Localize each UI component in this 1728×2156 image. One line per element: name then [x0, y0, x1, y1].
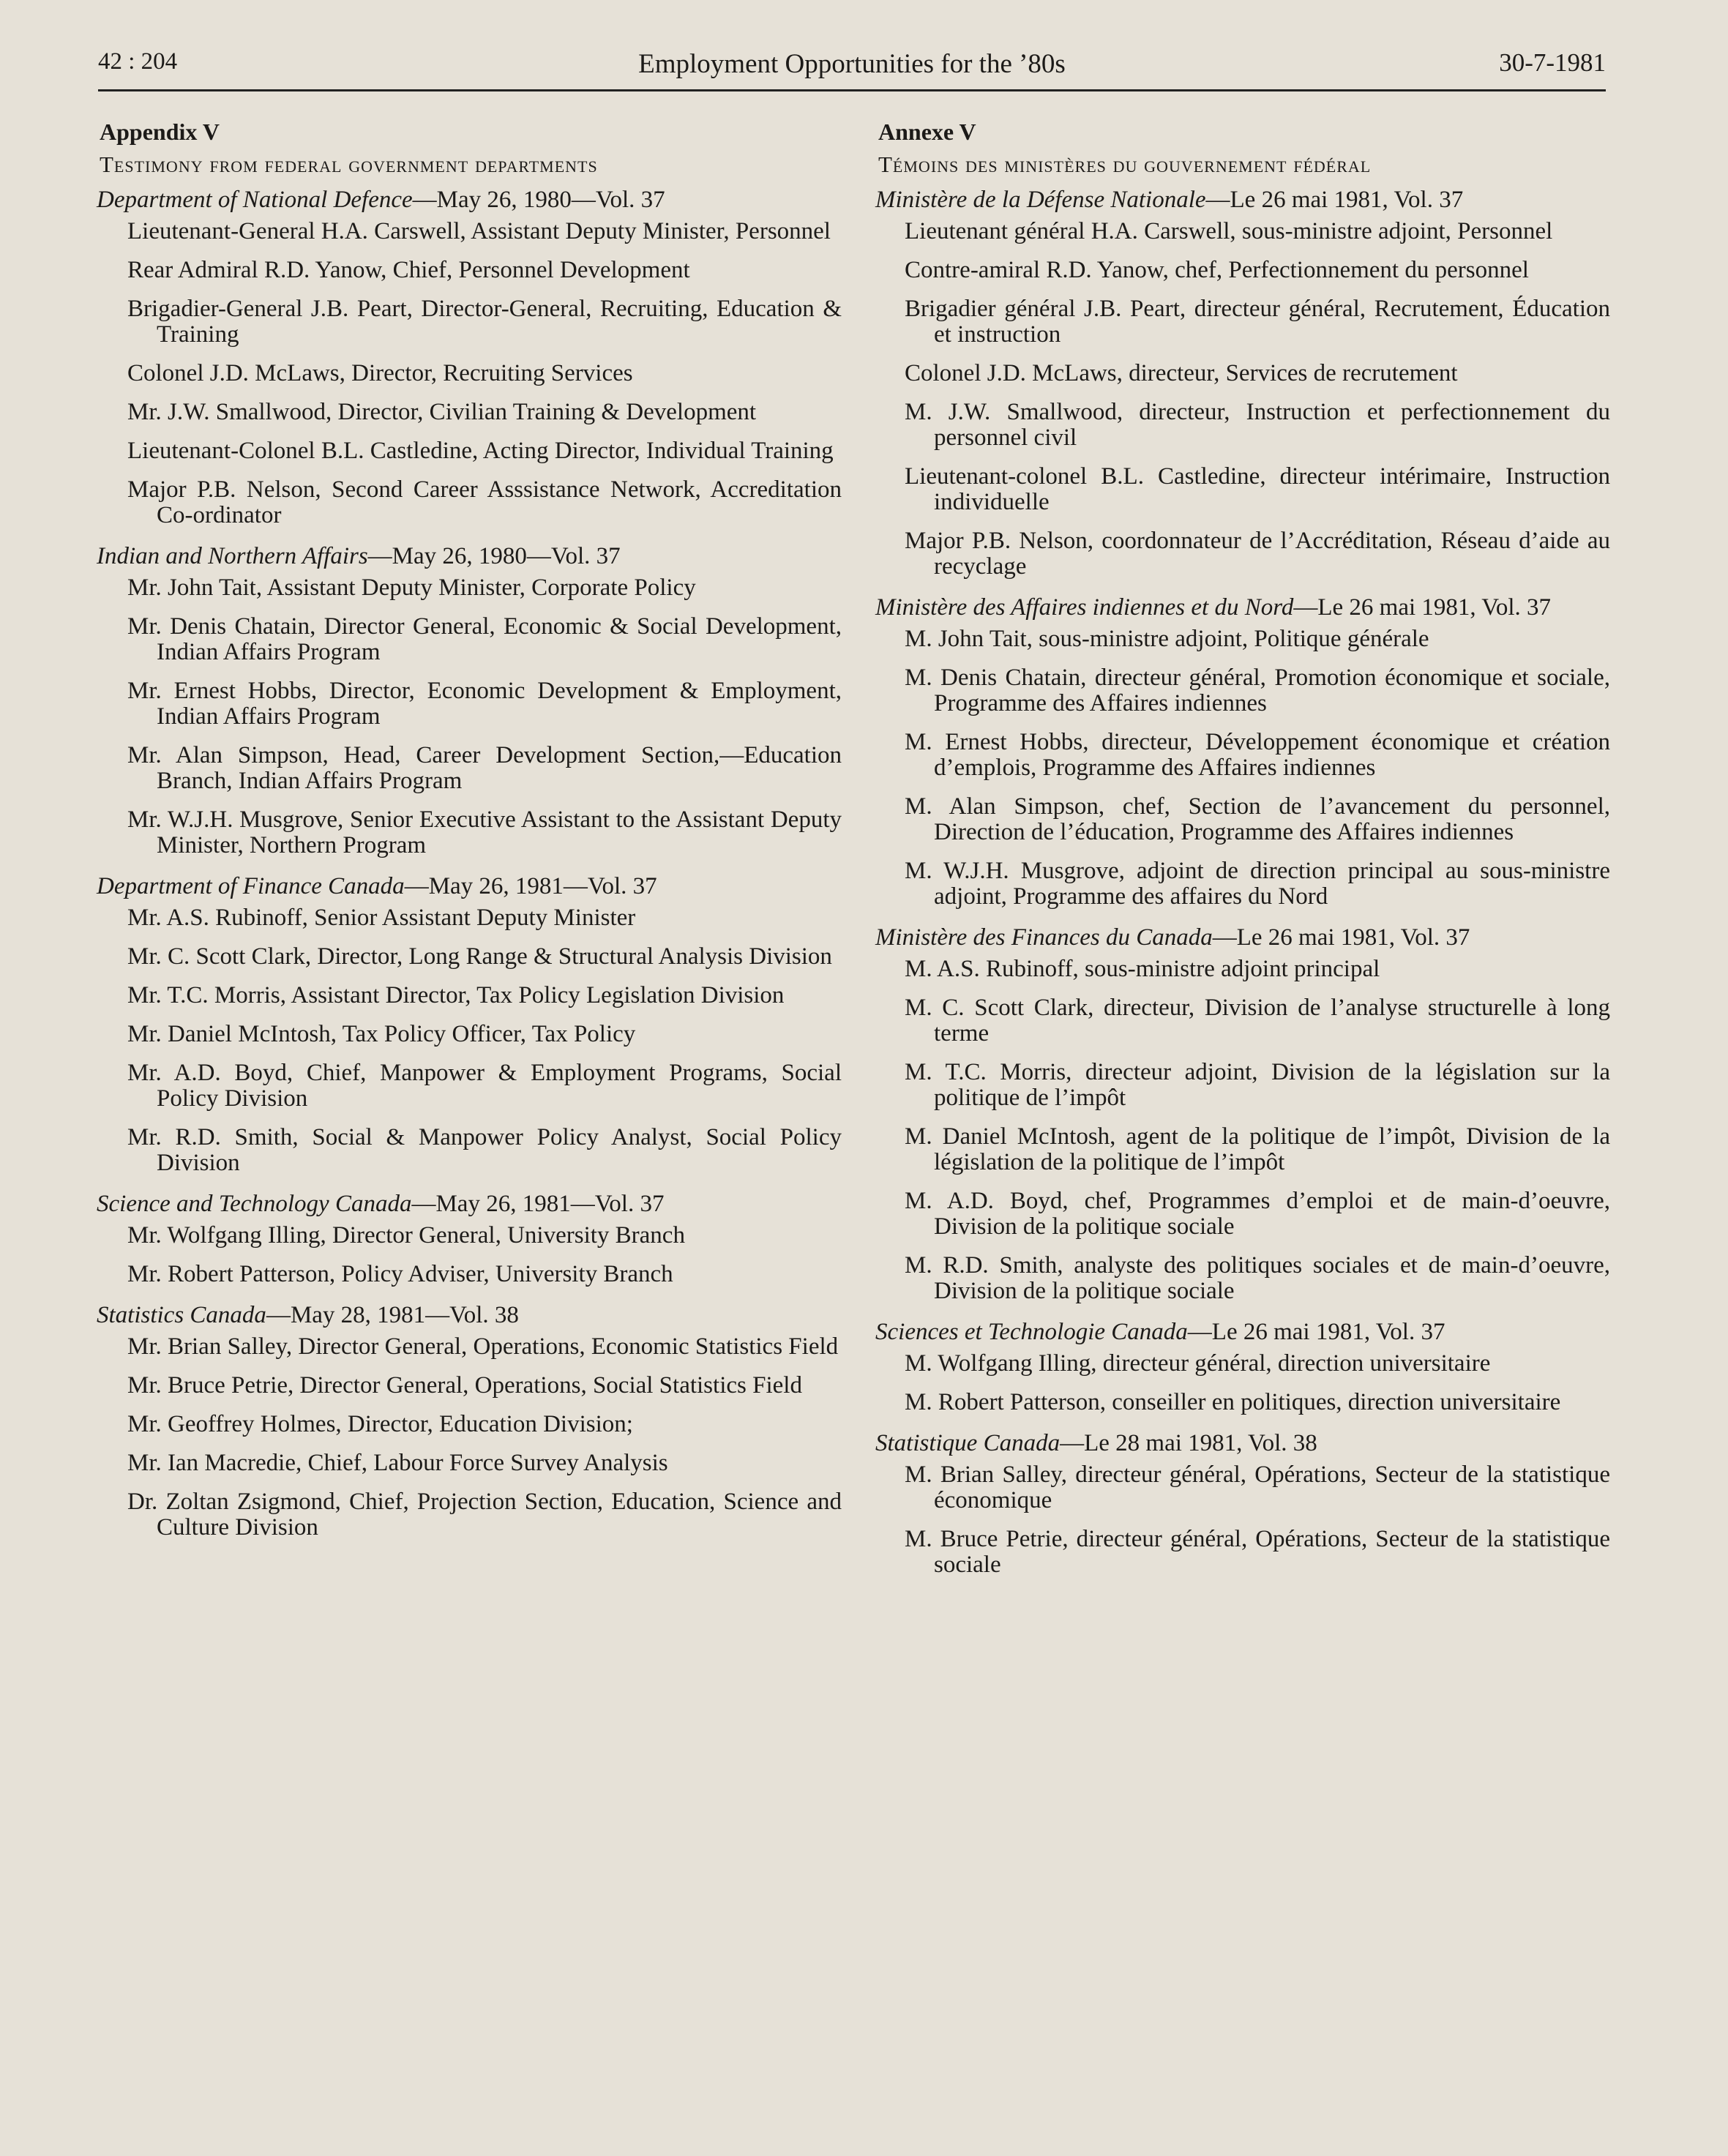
witness-entry: Rear Admiral R.D. Yanow, Chief, Personnel Development: [127, 257, 690, 283]
witness-entry: Mr. Wolfgang Illing, Director General, University Branch: [127, 1222, 685, 1249]
witness-entry: Lieutenant général H.A. Carswell, sous-ministre adjoint, Personnel: [905, 218, 1553, 244]
witness-entry: M. Bruce Petrie, directeur général, Opérations, Secteur de la statistique sociale: [905, 1526, 1610, 1578]
witness-entry: M. T.C. Morris, directeur adjoint, Division de la législation sur la politique de l’impôt: [905, 1059, 1610, 1111]
department-heading: [97, 1189, 842, 1219]
witness-entry: M. J.W. Smallwood, directeur, Instruction et perfectionnement du personnel civil: [905, 399, 1610, 451]
department-heading: [875, 185, 1610, 214]
witness-entry: Mr. Ernest Hobbs, Director, Economic Development & Employment, Indian Affairs Program: [127, 678, 842, 730]
witness-entry: M. A.S. Rubinoff, sous-ministre adjoint principal: [905, 956, 1380, 982]
department-heading: [875, 1317, 1610, 1347]
page-number: 42 : 204: [98, 48, 178, 75]
department-heading: [875, 923, 1610, 952]
witness-entry: Major P.B. Nelson, coordonnateur de l’Accréditation, Réseau d’aide au recyclage: [905, 528, 1610, 580]
witness-entry: Mr. A.S. Rubinoff, Senior Assistant Deputy Minister: [127, 905, 636, 931]
department-name: Ministère des Finances du Canada: [875, 924, 1213, 951]
witness-entry: M. R.D. Smith, analyste des politiques sociales et de main-d’oeuvre, Division de la politique sociale: [905, 1252, 1610, 1304]
section-list: [97, 185, 842, 1541]
witness-entry: Mr. Robert Patterson, Policy Adviser, University Branch: [127, 1261, 673, 1287]
department-name: Indian and Northern Affairs: [97, 543, 368, 569]
department-name: Department of National Defence: [97, 187, 413, 213]
witness-entry: M. W.J.H. Musgrove, adjoint de direction principal au sous-ministre adjoint, Programme des affaires du Nord: [905, 858, 1610, 910]
department-name: Statistique Canada: [875, 1430, 1061, 1456]
witness-entry: Mr. R.D. Smith, Social & Manpower Policy Analyst, Social Policy Division: [127, 1124, 842, 1176]
department-name: Statistics Canada: [97, 1302, 266, 1328]
department-heading: [97, 1300, 842, 1330]
witness-entry: Lieutenant-Colonel B.L. Castledine, Acting Director, Individual Training: [127, 438, 834, 464]
department-name: Department of Finance Canada: [97, 873, 405, 899]
hearing-date: —May 28, 1981—Vol. 38: [266, 1302, 519, 1328]
department-heading: [97, 185, 842, 214]
witness-entry: M. C. Scott Clark, directeur, Division de l’analyse structurelle à long terme: [905, 995, 1610, 1047]
appendix-subtitle: Témoins des ministères du gouvernement fédéral: [878, 151, 1372, 177]
witness-entry: Mr. Geoffrey Holmes, Director, Education Division;: [127, 1411, 633, 1437]
witness-entry: Mr. J.W. Smallwood, Director, Civilian Training & Development: [127, 399, 757, 425]
hearing-date: —May 26, 1980—Vol. 37: [412, 187, 665, 213]
witness-entry: M. A.D. Boyd, chef, Programmes d’emploi et de main-d’oeuvre, Division de la politique sociale: [905, 1188, 1610, 1240]
witness-entry: Mr. Daniel McIntosh, Tax Policy Officer, Tax Policy: [127, 1021, 636, 1047]
department-heading: [97, 542, 842, 571]
hearing-date: —Le 26 mai 1981, Vol. 37: [1212, 924, 1470, 951]
witness-entry: Brigadier-General J.B. Peart, Director-General, Recruiting, Education & Training: [127, 296, 842, 348]
appendix-heading: Appendix V: [100, 119, 220, 145]
department-heading: [97, 872, 842, 901]
witness-entry: M. Robert Patterson, conseiller en politiques, direction universitaire: [905, 1389, 1561, 1415]
running-title: Employment Opportunities for the ’80s: [638, 49, 1066, 79]
witness-entry: M. Brian Salley, directeur général, Opérations, Secteur de la statistique économique: [905, 1461, 1610, 1513]
witness-entry: M. Alan Simpson, chef, Section de l’avancement du personnel, Direction de l’éducation, Programme des Affaires indiennes: [905, 793, 1610, 845]
witness-entry: Mr. W.J.H. Musgrove, Senior Executive Assistant to the Assistant Deputy Minister, Northern Program: [127, 806, 842, 858]
witness-entry: Mr. A.D. Boyd, Chief, Manpower & Employment Programs, Social Policy Division: [127, 1060, 842, 1112]
witness-entry: M. Daniel McIntosh, agent de la politique de l’impôt, Division de la législation de la politique de l’impôt: [905, 1123, 1610, 1175]
witness-entry: Brigadier général J.B. Peart, directeur général, Recrutement, Éducation et instruction: [905, 296, 1610, 348]
page-header: [98, 45, 1606, 91]
hearing-date: —May 26, 1981—Vol. 37: [404, 873, 657, 899]
hearing-date: —Le 26 mai 1981, Vol. 37: [1205, 187, 1464, 213]
witness-entry: M. Wolfgang Illing, directeur général, direction universitaire: [905, 1350, 1491, 1377]
witness-entry: Mr. John Tait, Assistant Deputy Minister, Corporate Policy: [127, 574, 696, 601]
department-name: Ministère de la Défense Nationale: [875, 187, 1206, 213]
witness-entry: Dr. Zoltan Zsigmond, Chief, Projection Section, Education, Science and Culture Division: [127, 1489, 842, 1541]
department-heading: [875, 593, 1610, 622]
witness-entry: Lieutenant-General H.A. Carswell, Assistant Deputy Minister, Personnel: [127, 218, 831, 244]
witness-entry: Colonel J.D. McLaws, directeur, Services de recrutement: [905, 360, 1458, 386]
witness-entry: Mr. Bruce Petrie, Director General, Operations, Social Statistics Field: [127, 1372, 802, 1399]
hearing-date: —May 26, 1981—Vol. 37: [411, 1191, 665, 1217]
witness-entry: M. John Tait, sous-ministre adjoint, Politique générale: [905, 626, 1429, 652]
witness-entry: Mr. Denis Chatain, Director General, Economic & Social Development, Indian Affairs Program: [127, 613, 842, 665]
department-name: Ministère des Affaires indiennes et du Nord: [875, 594, 1294, 621]
hearing-date: —Le 28 mai 1981, Vol. 38: [1060, 1430, 1317, 1456]
hearing-date: —Le 26 mai 1981, Vol. 37: [1187, 1319, 1445, 1345]
french-column: [875, 119, 1610, 1591]
appendix-subtitle: Testimony from federal government departments: [100, 151, 598, 177]
witness-entry: Lieutenant-colonel B.L. Castledine, directeur intérimaire, Instruction individuelle: [905, 463, 1610, 515]
english-column: [97, 119, 842, 1554]
department-name: Sciences et Technologie Canada: [875, 1319, 1188, 1345]
witness-entry: Mr. Alan Simpson, Head, Career Development Section,—Education Branch, Indian Affairs Program: [127, 742, 842, 794]
witness-entry: Mr. Ian Macredie, Chief, Labour Force Survey Analysis: [127, 1450, 668, 1476]
hearing-date: —Le 26 mai 1981, Vol. 37: [1293, 594, 1552, 621]
appendix-heading: Annexe V: [878, 119, 976, 145]
department-heading: [875, 1429, 1610, 1458]
witness-entry: M. Ernest Hobbs, directeur, Développement économique et création d’emplois, Programme des Affaires indiennes: [905, 729, 1610, 781]
department-name: Science and Technology Canada: [97, 1191, 412, 1217]
witness-entry: Major P.B. Nelson, Second Career Asssistance Network, Accreditation Co-ordinator: [127, 476, 842, 528]
witness-entry: M. Denis Chatain, directeur général, Promotion économique et sociale, Programme des Affaires indiennes: [905, 665, 1610, 716]
section-list: [875, 185, 1610, 1578]
witness-entry: Mr. C. Scott Clark, Director, Long Range & Structural Analysis Division: [127, 943, 832, 970]
hearing-date: —May 26, 1980—Vol. 37: [367, 543, 621, 569]
witness-entry: Mr. Brian Salley, Director General, Operations, Economic Statistics Field: [127, 1333, 839, 1360]
header-date: 30-7-1981: [1499, 48, 1606, 77]
witness-entry: Contre-amiral R.D. Yanow, chef, Perfectionnement du personnel: [905, 257, 1529, 283]
witness-entry: Colonel J.D. McLaws, Director, Recruiting Services: [127, 360, 633, 386]
witness-entry: Mr. T.C. Morris, Assistant Director, Tax Policy Legislation Division: [127, 982, 785, 1008]
